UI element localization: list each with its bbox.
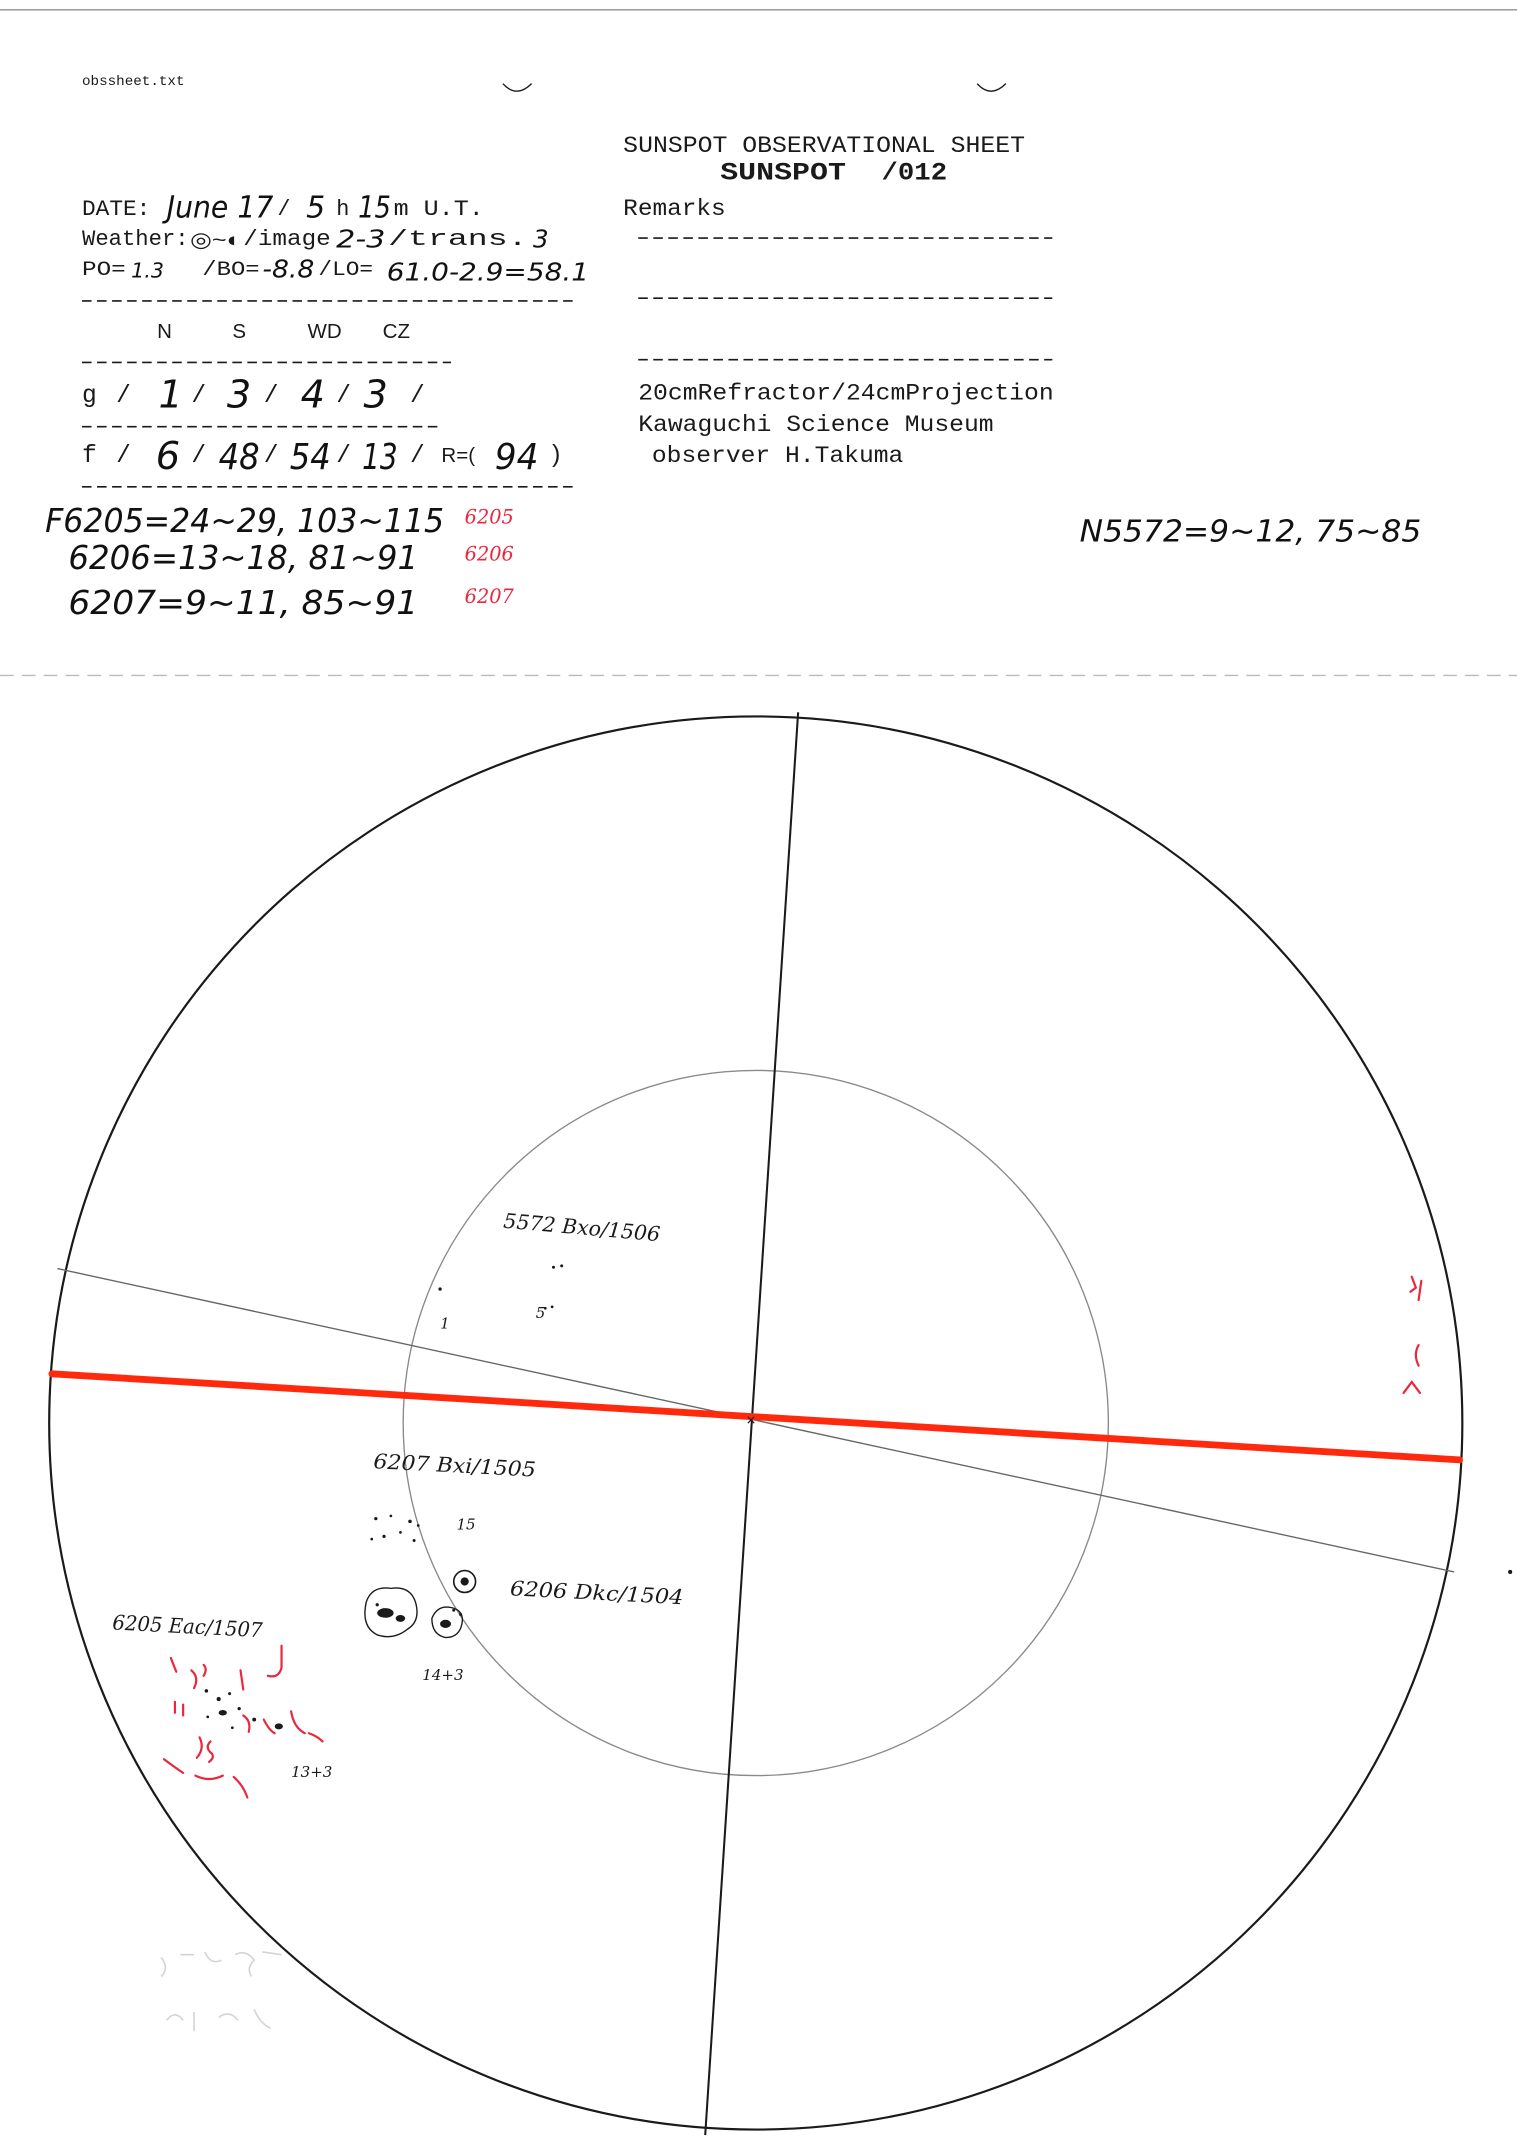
f-row-separator: / (191, 443, 207, 471)
stray-dot (1508, 1570, 1512, 1574)
f-row-separator: / (336, 443, 351, 471)
date-month-day: June 17 (162, 190, 274, 226)
transparency-value: 3 (533, 224, 549, 254)
region-tag-6206: 6206 (464, 542, 514, 566)
g-value-n: 1 (158, 372, 183, 418)
lo-label: /LO= (318, 259, 374, 283)
image-value: 2-3 (336, 224, 386, 254)
region-note-6206: 6206=13~18, 81~91 (68, 538, 419, 577)
sheet-title: SUNSPOT OBSERVATIONAL SHEET (623, 133, 1026, 159)
g-row-separator: / (263, 383, 279, 411)
weather-sky-symbols: ◎~◐ (189, 228, 242, 252)
g-row-separator: / (116, 383, 131, 411)
date-hour: 5 (306, 190, 326, 226)
sheet-number: /012 (881, 160, 948, 188)
region-count-6206: 14+3 (422, 1665, 464, 1684)
date-label: DATE: (82, 196, 151, 222)
site-text: Kawaguchi Science Museum (638, 411, 994, 438)
observer-text: observer H.Takuma (651, 443, 904, 470)
bo-value: -8.8 (262, 254, 315, 284)
region-count-5572-a: 1 (440, 1314, 450, 1333)
date-separator: / (277, 196, 291, 222)
column-header-wd: WD (307, 319, 342, 343)
r-value: 94 (494, 437, 539, 479)
f-row-label: f (82, 443, 97, 471)
g-row-label: g (82, 383, 97, 411)
g-value-cz: 3 (363, 372, 388, 418)
f-value-n: 6 (155, 434, 181, 480)
f-row-separator: / (410, 443, 425, 471)
f-value-s: 48 (218, 437, 260, 479)
instrument-text: 20cmRefractor/24cmProjection (638, 380, 1054, 407)
sheet-subtitle: SUNSPOT (720, 160, 847, 188)
g-value-s: 3 (226, 372, 252, 418)
region-count-6207: 15 (456, 1515, 476, 1534)
r-close: ) (552, 441, 561, 469)
g-row-separator: / (410, 383, 425, 411)
column-header-n: N (157, 319, 172, 343)
region-label-6206: 6206 Dkc/1504 (509, 1576, 669, 1609)
date-minute: 15 (358, 190, 391, 226)
region-label-5572: 5572 Bxo/1506 (502, 1208, 661, 1247)
date-suffix: m U.T. (393, 196, 484, 222)
transparency-label: /trans. (388, 226, 528, 252)
g-row-separator: / (336, 383, 351, 411)
f-value-cz: 13 (362, 437, 398, 479)
f-row-separator: / (116, 443, 131, 471)
g-row-separator: / (191, 383, 207, 411)
region-count-5572-b: 5 (535, 1303, 546, 1322)
region-count-6205: 13+3 (291, 1762, 333, 1781)
g-value-wd: 4 (300, 372, 326, 418)
remarks-label: Remarks (623, 195, 726, 222)
r-label: R=( (441, 444, 476, 468)
file-label: obssheet.txt (82, 75, 185, 91)
lo-value: 61.0-2.9=58.1 (386, 257, 590, 287)
po-value: 1.3 (131, 258, 164, 283)
column-header-s: S (232, 319, 247, 343)
po-label: PO= (82, 259, 126, 283)
region-label-6207: 6207 Bxi/1505 (372, 1449, 525, 1481)
f-value-wd: 54 (289, 437, 331, 479)
image-label: /image (243, 226, 331, 252)
f-row-separator: / (263, 443, 279, 471)
region-tag-6207: 6207 (464, 585, 515, 609)
region-label-6205: 6205 Eac/1507 (111, 1610, 270, 1643)
side-note-5572: N5572=9~12, 75~85 (1079, 514, 1422, 550)
center-mark: × (746, 1411, 756, 1430)
bo-label: /BO= (202, 259, 260, 283)
region-note-6207: 6207=9~11, 85~91 (68, 583, 419, 622)
weather-label: Weather: (82, 226, 189, 252)
date-hour-unit: h (336, 196, 350, 222)
region-tag-6205: 6205 (464, 505, 514, 529)
region-note-6205: F6205=24~29, 103~115 (45, 501, 445, 540)
column-header-cz: CZ (382, 319, 410, 343)
